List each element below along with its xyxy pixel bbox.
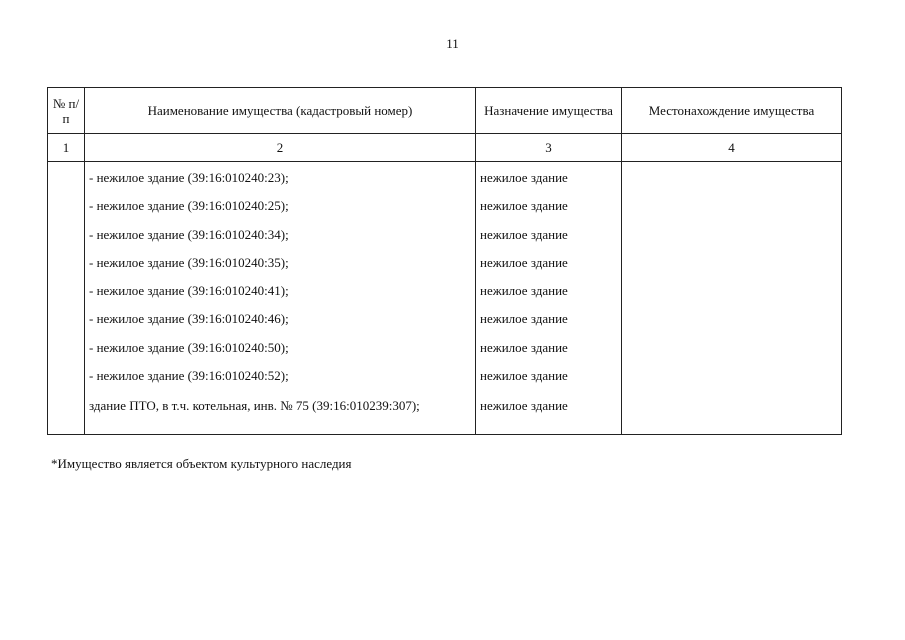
table-header-row	[48, 88, 842, 134]
header-number: № п/п	[48, 88, 85, 134]
property-name: - нежилое здание (39:16:010240:25);	[89, 198, 289, 214]
property-purpose: нежилое здание	[480, 254, 568, 270]
property-purpose: нежилое здание	[480, 368, 568, 384]
property-purpose: нежилое здание	[480, 311, 568, 327]
property-name: - нежилое здание (39:16:010240:35);	[89, 254, 289, 270]
property-name: - нежилое здание (39:16:010240:34);	[89, 226, 289, 242]
property-name: здание ПТО, в т.ч. котельная, инв. № 75 (39:16:010239:307);	[89, 398, 420, 414]
table-body-row	[48, 162, 842, 435]
page-number: 11	[446, 36, 459, 51]
column-number: 3	[476, 134, 622, 162]
property-purpose: нежилое здание	[480, 339, 568, 355]
property-name: - нежилое здание (39:16:010240:46);	[89, 311, 289, 327]
footnote: *Имущество является объектом культурного наследия	[51, 456, 352, 471]
column-number: 4	[622, 134, 842, 162]
location-cell	[622, 162, 842, 435]
property-name: - нежилое здание (39:16:010240:23);	[89, 170, 289, 185]
column-number: 2	[85, 134, 476, 162]
property-table	[47, 87, 842, 435]
header-property-name: Наименование имущества (кадастровый номер)	[85, 88, 476, 134]
column-number-row	[48, 134, 842, 162]
property-purpose: нежилое здание	[480, 283, 568, 299]
header-location: Местонахождение имущества	[622, 88, 842, 134]
number-cell	[48, 162, 85, 435]
property-name: - нежилое здание (39:16:010240:50);	[89, 339, 289, 355]
property-purpose: нежилое здание	[480, 226, 568, 242]
property-purpose: нежилое здание	[480, 170, 568, 185]
property-purpose: нежилое здание	[480, 398, 568, 414]
property-purpose: нежилое здание	[480, 198, 568, 214]
purpose-cell	[476, 162, 622, 435]
column-number: 1	[48, 134, 85, 162]
property-name: - нежилое здание (39:16:010240:52);	[89, 368, 289, 384]
header-purpose: Назначение имущества	[476, 88, 622, 134]
property-name: - нежилое здание (39:16:010240:41);	[89, 283, 289, 299]
property-name-cell	[85, 162, 476, 435]
